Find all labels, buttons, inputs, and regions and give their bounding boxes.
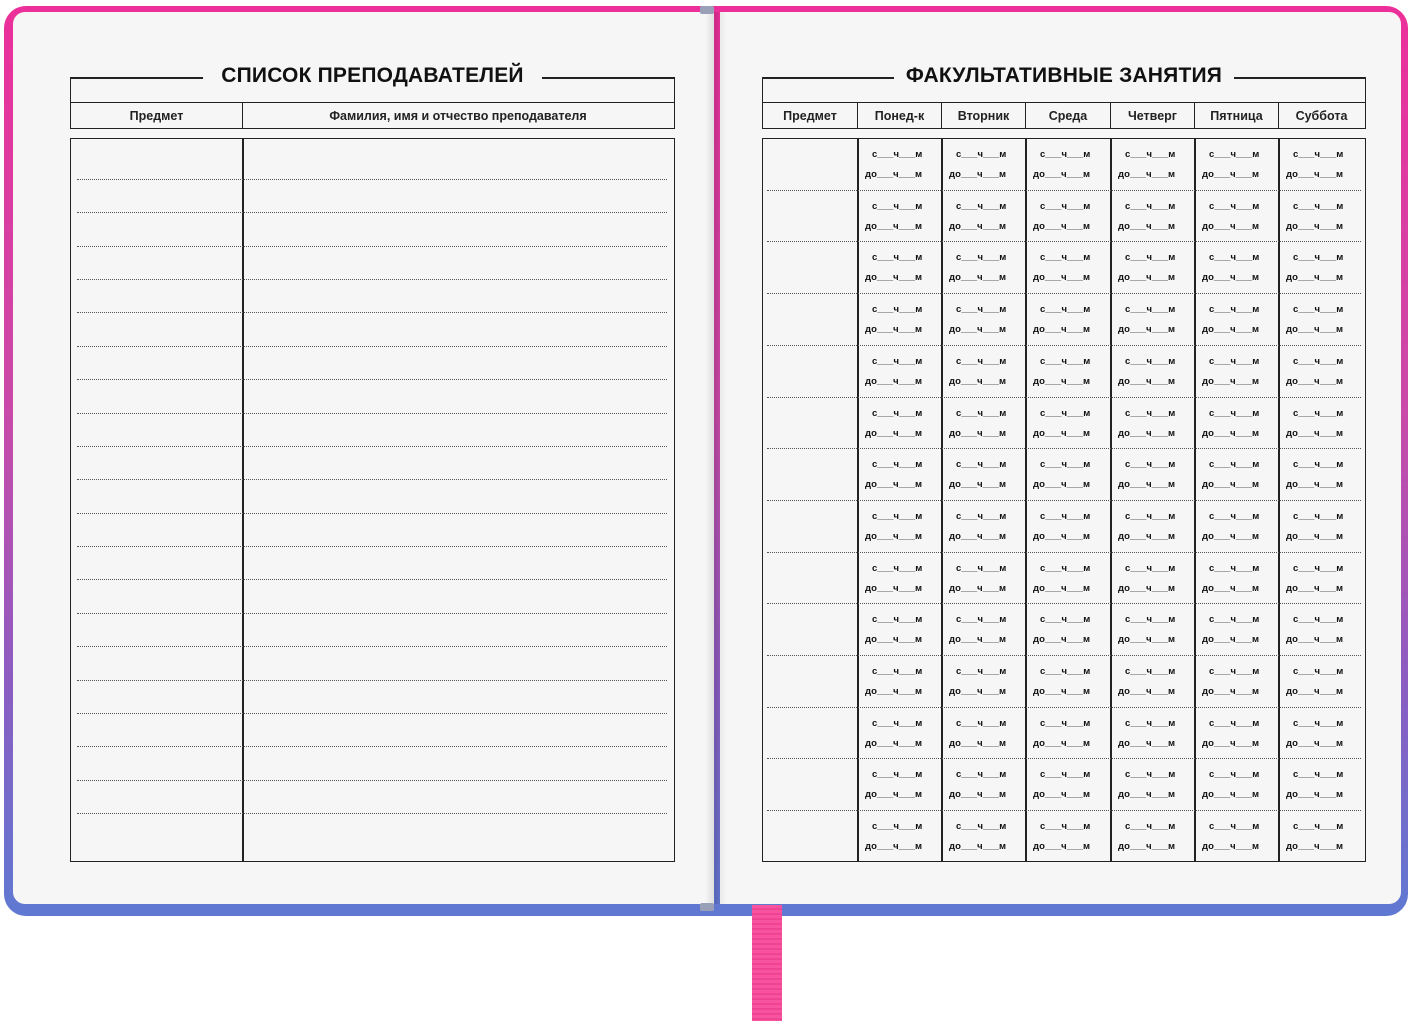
time-to-slot[interactable]: до___ч___м: [1286, 789, 1344, 800]
writing-line[interactable]: [77, 179, 667, 180]
time-to-slot[interactable]: до___ч___м: [1033, 221, 1091, 232]
time-to-slot[interactable]: до___ч___м: [865, 272, 923, 283]
time-to-slot[interactable]: до___ч___м: [949, 428, 1007, 439]
time-to-slot[interactable]: до___ч___м: [865, 686, 923, 697]
row-separator: [767, 707, 1361, 708]
time-from-slot[interactable]: с___ч___м: [1209, 459, 1260, 470]
time-from-slot[interactable]: с___ч___м: [1209, 408, 1260, 419]
time-from-slot[interactable]: с___ч___м: [1293, 614, 1344, 625]
time-to-slot[interactable]: до___ч___м: [1286, 376, 1344, 387]
time-to-slot[interactable]: до___ч___м: [1202, 376, 1260, 387]
row-separator: [767, 293, 1361, 294]
time-from-slot[interactable]: с___ч___м: [1209, 149, 1260, 160]
row-separator: [767, 758, 1361, 759]
time-from-slot[interactable]: с___ч___м: [1125, 201, 1176, 212]
column-header-subject: Предмет: [763, 103, 858, 128]
time-from-slot[interactable]: с___ч___м: [1209, 614, 1260, 625]
time-to-slot[interactable]: до___ч___м: [1033, 531, 1091, 542]
time-from-slot[interactable]: с___ч___м: [1125, 304, 1176, 315]
time-from-slot[interactable]: с___ч___м: [872, 511, 923, 522]
time-from-slot[interactable]: с___ч___м: [1125, 511, 1176, 522]
time-from-slot[interactable]: с___ч___м: [1293, 201, 1344, 212]
row-separator: [767, 810, 1361, 811]
writing-line[interactable]: [77, 513, 667, 514]
electives-header: [762, 64, 1366, 129]
row-separator: [767, 552, 1361, 553]
time-from-slot[interactable]: с___ч___м: [872, 614, 923, 625]
time-to-slot[interactable]: до___ч___м: [1033, 479, 1091, 490]
time-to-slot[interactable]: до___ч___м: [1202, 272, 1260, 283]
time-to-slot[interactable]: до___ч___м: [949, 324, 1007, 335]
time-from-slot[interactable]: с___ч___м: [956, 563, 1007, 574]
time-to-slot[interactable]: до___ч___м: [949, 272, 1007, 283]
time-to-slot[interactable]: до___ч___м: [865, 479, 923, 490]
time-to-slot[interactable]: до___ч___м: [1202, 738, 1260, 749]
time-from-slot[interactable]: с___ч___м: [956, 614, 1007, 625]
time-from-slot[interactable]: с___ч___м: [872, 769, 923, 780]
time-from-slot[interactable]: с___ч___м: [1293, 149, 1344, 160]
writing-line[interactable]: [77, 746, 667, 747]
time-to-slot[interactable]: до___ч___м: [1286, 738, 1344, 749]
time-to-slot[interactable]: до___ч___м: [1286, 583, 1344, 594]
column-header-thursday: Четверг: [1111, 103, 1195, 128]
writing-line[interactable]: [77, 680, 667, 681]
time-from-slot[interactable]: с___ч___м: [956, 821, 1007, 832]
time-from-slot[interactable]: с___ч___м: [1293, 511, 1344, 522]
time-from-slot[interactable]: с___ч___м: [1293, 718, 1344, 729]
time-to-slot[interactable]: до___ч___м: [949, 789, 1007, 800]
time-from-slot[interactable]: с___ч___м: [956, 769, 1007, 780]
time-to-slot[interactable]: до___ч___м: [1118, 738, 1176, 749]
time-to-slot[interactable]: до___ч___м: [865, 428, 923, 439]
time-from-slot[interactable]: с___ч___м: [1040, 769, 1091, 780]
time-from-slot[interactable]: с___ч___м: [1040, 252, 1091, 263]
time-to-slot[interactable]: до___ч___м: [865, 324, 923, 335]
time-from-slot[interactable]: с___ч___м: [1125, 408, 1176, 419]
time-to-slot[interactable]: до___ч___м: [1033, 428, 1091, 439]
time-from-slot[interactable]: с___ч___м: [1293, 821, 1344, 832]
time-to-slot[interactable]: до___ч___м: [1202, 789, 1260, 800]
time-from-slot[interactable]: с___ч___м: [1040, 666, 1091, 677]
time-from-slot[interactable]: с___ч___м: [872, 821, 923, 832]
time-to-slot[interactable]: до___ч___м: [1202, 428, 1260, 439]
time-from-slot[interactable]: с___ч___м: [1040, 459, 1091, 470]
time-from-slot[interactable]: с___ч___м: [1209, 769, 1260, 780]
time-from-slot[interactable]: с___ч___м: [1040, 356, 1091, 367]
header-frame: [70, 77, 675, 103]
writing-line[interactable]: [77, 312, 667, 313]
time-to-slot[interactable]: до___ч___м: [865, 789, 923, 800]
time-from-slot[interactable]: с___ч___м: [872, 666, 923, 677]
time-from-slot[interactable]: с___ч___м: [1040, 149, 1091, 160]
time-from-slot[interactable]: с___ч___м: [1125, 666, 1176, 677]
time-from-slot[interactable]: с___ч___м: [1040, 511, 1091, 522]
time-to-slot[interactable]: до___ч___м: [1202, 686, 1260, 697]
time-to-slot[interactable]: до___ч___м: [949, 634, 1007, 645]
time-from-slot[interactable]: с___ч___м: [956, 511, 1007, 522]
header-frame: [762, 77, 1366, 103]
column-header-row: [70, 102, 675, 129]
time-from-slot[interactable]: с___ч___м: [1040, 563, 1091, 574]
row-separator: [767, 241, 1361, 242]
time-from-slot[interactable]: с___ч___м: [1293, 769, 1344, 780]
time-to-slot[interactable]: до___ч___м: [1033, 169, 1091, 180]
bookmark-ribbon: [752, 905, 782, 1021]
time-to-slot[interactable]: до___ч___м: [949, 221, 1007, 232]
time-to-slot[interactable]: до___ч___м: [1118, 221, 1176, 232]
time-to-slot[interactable]: до___ч___м: [865, 634, 923, 645]
time-to-slot[interactable]: до___ч___м: [949, 376, 1007, 387]
time-from-slot[interactable]: с___ч___м: [1209, 718, 1260, 729]
book-spine: [705, 12, 727, 904]
time-from-slot[interactable]: с___ч___м: [1293, 356, 1344, 367]
time-to-slot[interactable]: до___ч___м: [1286, 686, 1344, 697]
time-from-slot[interactable]: с___ч___м: [956, 201, 1007, 212]
time-to-slot[interactable]: до___ч___м: [1118, 686, 1176, 697]
time-from-slot[interactable]: с___ч___м: [1209, 356, 1260, 367]
time-to-slot[interactable]: до___ч___м: [1118, 531, 1176, 542]
time-to-slot[interactable]: до___ч___м: [1118, 789, 1176, 800]
time-from-slot[interactable]: с___ч___м: [1125, 252, 1176, 263]
time-from-slot[interactable]: с___ч___м: [1293, 563, 1344, 574]
time-from-slot[interactable]: с___ч___м: [956, 718, 1007, 729]
time-to-slot[interactable]: до___ч___м: [865, 169, 923, 180]
time-to-slot[interactable]: до___ч___м: [1286, 324, 1344, 335]
time-to-slot[interactable]: до___ч___м: [1286, 272, 1344, 283]
time-from-slot[interactable]: с___ч___м: [1125, 356, 1176, 367]
time-to-slot[interactable]: до___ч___м: [865, 841, 923, 852]
time-to-slot[interactable]: до___ч___м: [865, 531, 923, 542]
time-to-slot[interactable]: до___ч___м: [1286, 221, 1344, 232]
time-from-slot[interactable]: с___ч___м: [1293, 408, 1344, 419]
time-to-slot[interactable]: до___ч___м: [1202, 221, 1260, 232]
time-from-slot[interactable]: с___ч___м: [1209, 563, 1260, 574]
row-separator: [767, 448, 1361, 449]
time-from-slot[interactable]: с___ч___м: [1040, 614, 1091, 625]
time-from-slot[interactable]: с___ч___м: [956, 304, 1007, 315]
column-header-monday: Понед-к: [858, 103, 942, 128]
time-from-slot[interactable]: с___ч___м: [1040, 304, 1091, 315]
time-from-slot[interactable]: с___ч___м: [1125, 149, 1176, 160]
time-from-slot[interactable]: с___ч___м: [1209, 666, 1260, 677]
time-to-slot[interactable]: до___ч___м: [1033, 841, 1091, 852]
column-header-teacher-name: Фамилия, имя и отчество преподавателя: [329, 108, 587, 123]
time-to-slot[interactable]: до___ч___м: [1202, 479, 1260, 490]
time-to-slot[interactable]: до___ч___м: [1286, 479, 1344, 490]
time-to-slot[interactable]: до___ч___м: [865, 583, 923, 594]
time-from-slot[interactable]: с___ч___м: [872, 563, 923, 574]
time-from-slot[interactable]: с___ч___м: [956, 666, 1007, 677]
row-separator: [767, 345, 1361, 346]
time-to-slot[interactable]: до___ч___м: [949, 686, 1007, 697]
writing-line[interactable]: [77, 479, 667, 480]
writing-line[interactable]: [77, 379, 667, 380]
writing-line[interactable]: [77, 212, 667, 213]
row-separator: [767, 397, 1361, 398]
spine-clip-top: [700, 6, 714, 14]
time-from-slot[interactable]: с___ч___м: [872, 201, 923, 212]
column-header-friday: Пятница: [1195, 103, 1279, 128]
time-to-slot[interactable]: до___ч___м: [949, 583, 1007, 594]
time-from-slot[interactable]: с___ч___м: [956, 252, 1007, 263]
time-to-slot[interactable]: до___ч___м: [1118, 169, 1176, 180]
row-separator: [767, 190, 1361, 191]
electives-table: [762, 138, 1366, 862]
time-to-slot[interactable]: до___ч___м: [1202, 531, 1260, 542]
writing-line[interactable]: [77, 646, 667, 647]
time-from-slot[interactable]: с___ч___м: [872, 252, 923, 263]
row-separator: [767, 500, 1361, 501]
time-from-slot[interactable]: с___ч___м: [1293, 304, 1344, 315]
time-to-slot[interactable]: до___ч___м: [949, 169, 1007, 180]
time-from-slot[interactable]: с___ч___м: [956, 149, 1007, 160]
teachers-title: СПИСОК ПРЕПОДАВАТЕЛЕЙ: [221, 64, 524, 87]
time-from-slot[interactable]: с___ч___м: [1040, 718, 1091, 729]
time-to-slot[interactable]: до___ч___м: [1033, 634, 1091, 645]
time-from-slot[interactable]: с___ч___м: [1125, 769, 1176, 780]
column-header-tuesday: Вторник: [942, 103, 1026, 128]
time-from-slot[interactable]: с___ч___м: [956, 356, 1007, 367]
time-to-slot[interactable]: до___ч___м: [949, 531, 1007, 542]
time-from-slot[interactable]: с___ч___м: [1209, 201, 1260, 212]
column-header-subject: Предмет: [71, 103, 243, 128]
writing-line[interactable]: [77, 579, 667, 580]
time-from-slot[interactable]: с___ч___м: [872, 356, 923, 367]
electives-title: ФАКУЛЬТАТИВНЫЕ ЗАНЯТИЯ: [905, 64, 1223, 87]
time-from-slot[interactable]: с___ч___м: [1125, 614, 1176, 625]
spine-clip-bottom: [700, 903, 714, 911]
time-to-slot[interactable]: до___ч___м: [1286, 634, 1344, 645]
time-from-slot[interactable]: с___ч___м: [1040, 408, 1091, 419]
time-to-slot[interactable]: до___ч___м: [1033, 272, 1091, 283]
time-from-slot[interactable]: с___ч___м: [1293, 252, 1344, 263]
time-to-slot[interactable]: до___ч___м: [865, 376, 923, 387]
time-to-slot[interactable]: до___ч___м: [1033, 324, 1091, 335]
writing-line[interactable]: [77, 613, 667, 614]
time-from-slot[interactable]: с___ч___м: [872, 718, 923, 729]
row-separator: [767, 603, 1361, 604]
time-to-slot[interactable]: до___ч___м: [1286, 428, 1344, 439]
time-to-slot[interactable]: до___ч___м: [1118, 583, 1176, 594]
time-to-slot[interactable]: до___ч___м: [1118, 272, 1176, 283]
time-to-slot[interactable]: до___ч___м: [1202, 169, 1260, 180]
time-from-slot[interactable]: с___ч___м: [872, 304, 923, 315]
row-separator: [767, 655, 1361, 656]
time-from-slot[interactable]: с___ч___м: [1209, 511, 1260, 522]
time-to-slot[interactable]: до___ч___м: [1033, 376, 1091, 387]
writing-line[interactable]: [77, 413, 667, 414]
time-to-slot[interactable]: до___ч___м: [1118, 376, 1176, 387]
time-from-slot[interactable]: с___ч___м: [872, 459, 923, 470]
teachers-table: [70, 138, 675, 862]
time-to-slot[interactable]: до___ч___м: [1118, 479, 1176, 490]
time-from-slot[interactable]: с___ч___м: [1125, 821, 1176, 832]
time-from-slot[interactable]: с___ч___м: [1040, 201, 1091, 212]
time-from-slot[interactable]: с___ч___м: [1125, 563, 1176, 574]
time-from-slot[interactable]: с___ч___м: [1209, 252, 1260, 263]
time-to-slot[interactable]: до___ч___м: [1033, 789, 1091, 800]
writing-line[interactable]: [77, 346, 667, 347]
time-to-slot[interactable]: до___ч___м: [1286, 841, 1344, 852]
time-from-slot[interactable]: с___ч___м: [956, 408, 1007, 419]
writing-line[interactable]: [77, 446, 667, 447]
time-to-slot[interactable]: до___ч___м: [1202, 841, 1260, 852]
time-to-slot[interactable]: до___ч___м: [1202, 583, 1260, 594]
time-to-slot[interactable]: до___ч___м: [1033, 686, 1091, 697]
column-header-saturday: Суббота: [1295, 108, 1348, 123]
time-to-slot[interactable]: до___ч___м: [1118, 428, 1176, 439]
time-to-slot[interactable]: до___ч___м: [1118, 324, 1176, 335]
time-from-slot[interactable]: с___ч___м: [1293, 666, 1344, 677]
writing-line[interactable]: [77, 279, 667, 280]
time-from-slot[interactable]: с___ч___м: [1293, 459, 1344, 470]
time-to-slot[interactable]: до___ч___м: [1033, 583, 1091, 594]
time-to-slot[interactable]: до___ч___м: [1202, 324, 1260, 335]
writing-line[interactable]: [77, 780, 667, 781]
time-to-slot[interactable]: до___ч___м: [1202, 634, 1260, 645]
teachers-header: [70, 64, 675, 129]
writing-line[interactable]: [77, 546, 667, 547]
time-from-slot[interactable]: с___ч___м: [1125, 718, 1176, 729]
column-header-row: [762, 102, 1366, 129]
time-from-slot[interactable]: с___ч___м: [1125, 459, 1176, 470]
time-to-slot[interactable]: до___ч___м: [1286, 169, 1344, 180]
time-to-slot[interactable]: до___ч___м: [865, 738, 923, 749]
writing-line[interactable]: [77, 246, 667, 247]
time-from-slot[interactable]: с___ч___м: [872, 149, 923, 160]
time-to-slot[interactable]: до___ч___м: [1118, 841, 1176, 852]
time-from-slot[interactable]: с___ч___м: [1209, 821, 1260, 832]
time-from-slot[interactable]: с___ч___м: [872, 408, 923, 419]
time-to-slot[interactable]: до___ч___м: [949, 841, 1007, 852]
column-divider: [242, 139, 244, 861]
time-from-slot[interactable]: с___ч___м: [1040, 821, 1091, 832]
writing-line[interactable]: [77, 713, 667, 714]
time-to-slot[interactable]: до___ч___м: [865, 221, 923, 232]
time-to-slot[interactable]: до___ч___м: [1118, 634, 1176, 645]
time-to-slot[interactable]: до___ч___м: [949, 738, 1007, 749]
time-to-slot[interactable]: до___ч___м: [1033, 738, 1091, 749]
time-to-slot[interactable]: до___ч___м: [949, 479, 1007, 490]
writing-line[interactable]: [77, 813, 667, 814]
time-from-slot[interactable]: с___ч___м: [1209, 304, 1260, 315]
time-to-slot[interactable]: до___ч___м: [1286, 531, 1344, 542]
column-header-wednesday: Среда: [1026, 103, 1111, 128]
time-from-slot[interactable]: с___ч___м: [956, 459, 1007, 470]
